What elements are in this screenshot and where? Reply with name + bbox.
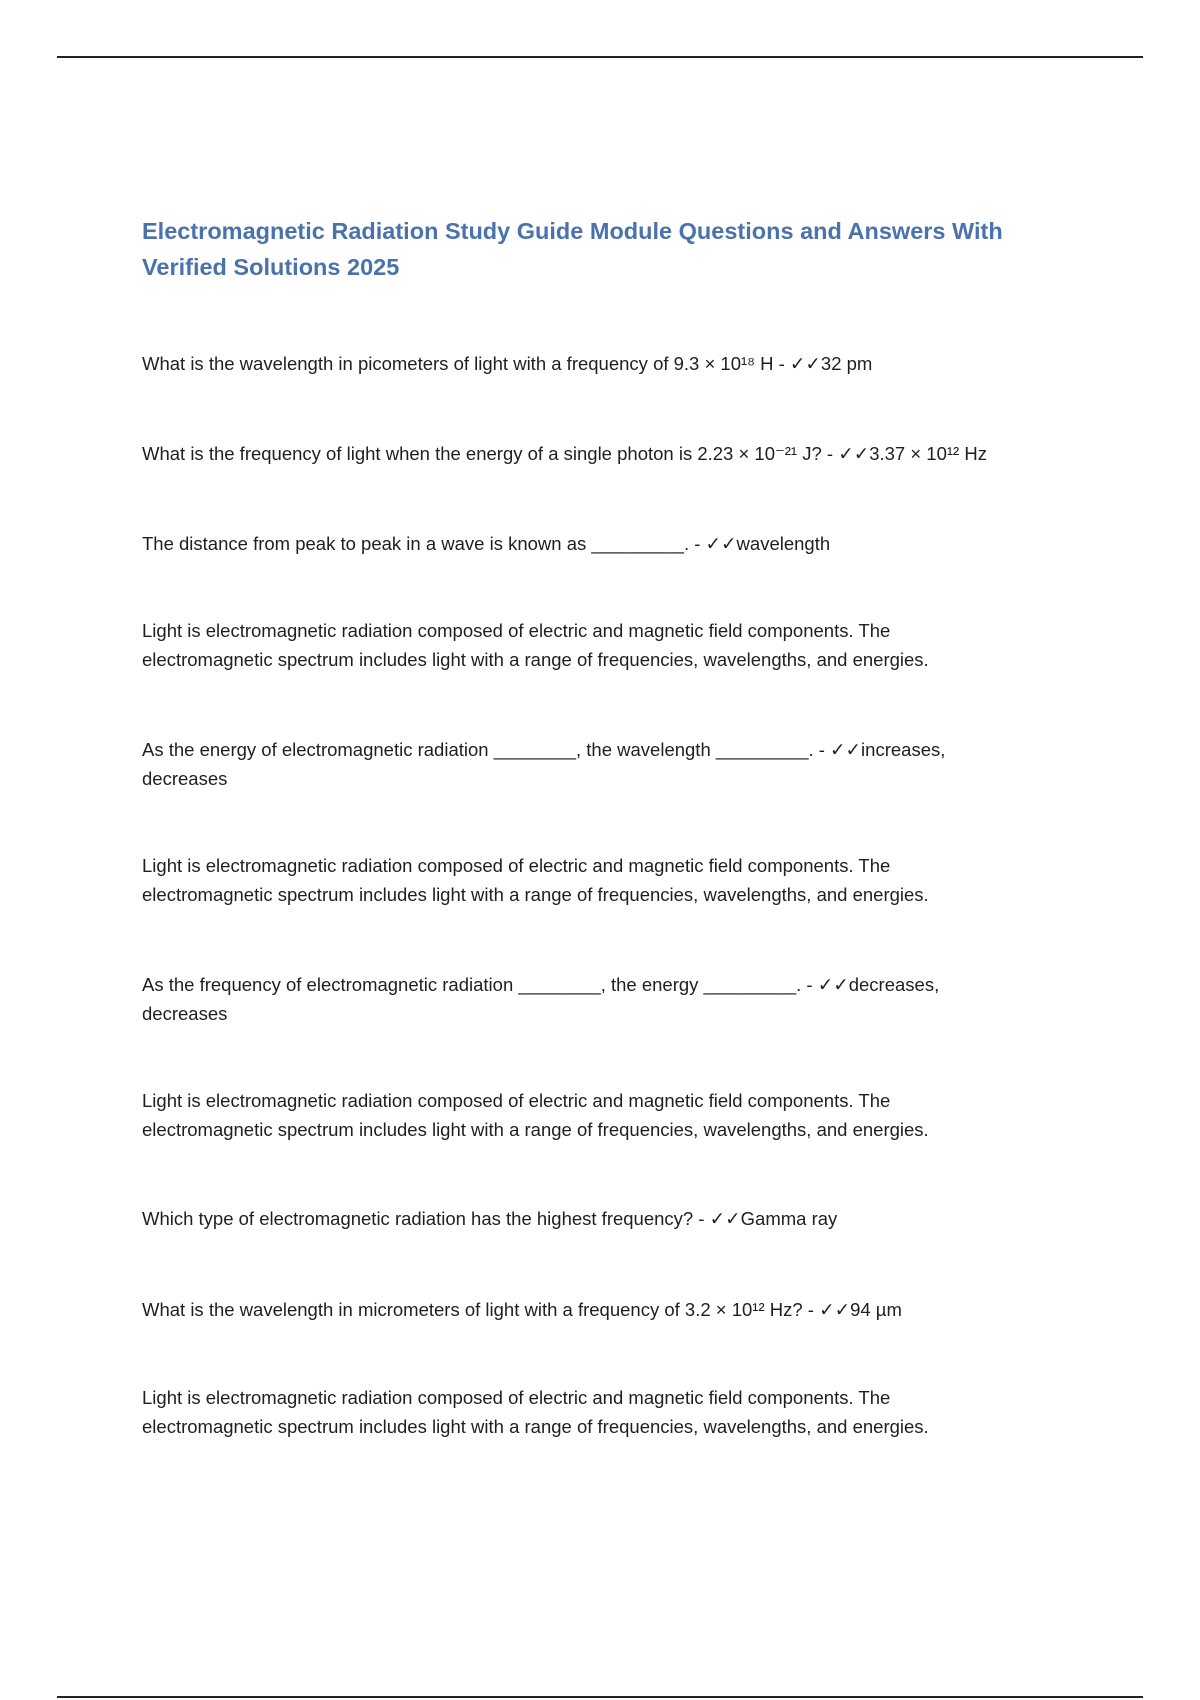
top-rule <box>57 56 1143 58</box>
explanation-4-line2: electromagnetic spectrum includes light with a range of frequencies, wavelengths, and energies. <box>142 1415 929 1437</box>
explanation-2 <box>142 852 1072 909</box>
qa-item-3: The distance from peak to peak in a wave is known as _________. - ✓✓wavelength <box>142 533 831 554</box>
document-title-line2: Verified Solutions 2025 <box>142 254 400 280</box>
document-header <box>142 213 1062 285</box>
qa-item-5-line1: As the frequency of electromagnetic radiation ________, the energy _________. - ✓✓decreases, <box>142 974 940 995</box>
explanation-1-line2: electromagnetic spectrum includes light with a range of frequencies, wavelengths, and energies. <box>142 648 929 670</box>
explanation-3 <box>142 1087 1072 1144</box>
explanation-2-line2: electromagnetic spectrum includes light with a range of frequencies, wavelengths, and energies. <box>142 883 929 905</box>
qa-item-6: Which type of electromagnetic radiation has the highest frequency? - ✓✓Gamma ray <box>142 1208 838 1229</box>
qa-item-2: What is the frequency of light when the energy of a single photon is 2.23 × 10⁻²¹ J? - ✓✓3.37 × 10¹² Hz <box>142 443 987 464</box>
qa-item-7: What is the wavelength in micrometers of light with a frequency of 3.2 × 10¹² Hz? - ✓✓94 µm <box>142 1299 902 1320</box>
document-title <box>142 213 1062 285</box>
explanation-4-line1: Light is electromagnetic radiation composed of electric and magnetic field components. The <box>142 1387 891 1408</box>
bottom-rule <box>57 1696 1143 1698</box>
document-title-line1: Electromagnetic Radiation Study Guide Module Questions and Answers With <box>142 218 1003 244</box>
qa-item-1: What is the wavelength in picometers of light with a frequency of 9.3 × 10¹⁸ H - ✓✓32 pm <box>142 353 873 374</box>
explanation-3-line2: electromagnetic spectrum includes light with a range of frequencies, wavelengths, and energies. <box>142 1118 929 1140</box>
qa-item-4-line2: decreases <box>142 767 228 789</box>
qa-item-4 <box>142 736 1072 793</box>
explanation-3-line1: Light is electromagnetic radiation composed of electric and magnetic field components. The <box>142 1090 891 1111</box>
explanation-4 <box>142 1384 1072 1441</box>
explanation-2-line1: Light is electromagnetic radiation composed of electric and magnetic field components. The <box>142 855 891 876</box>
explanation-1 <box>142 617 1072 674</box>
qa-item-5-line2: decreases <box>142 1002 228 1024</box>
qa-item-5 <box>142 971 1072 1028</box>
explanation-1-line1: Light is electromagnetic radiation composed of electric and magnetic field components. The <box>142 620 891 641</box>
qa-item-4-line1: As the energy of electromagnetic radiation ________, the wavelength _________. - ✓✓increases, <box>142 739 946 760</box>
